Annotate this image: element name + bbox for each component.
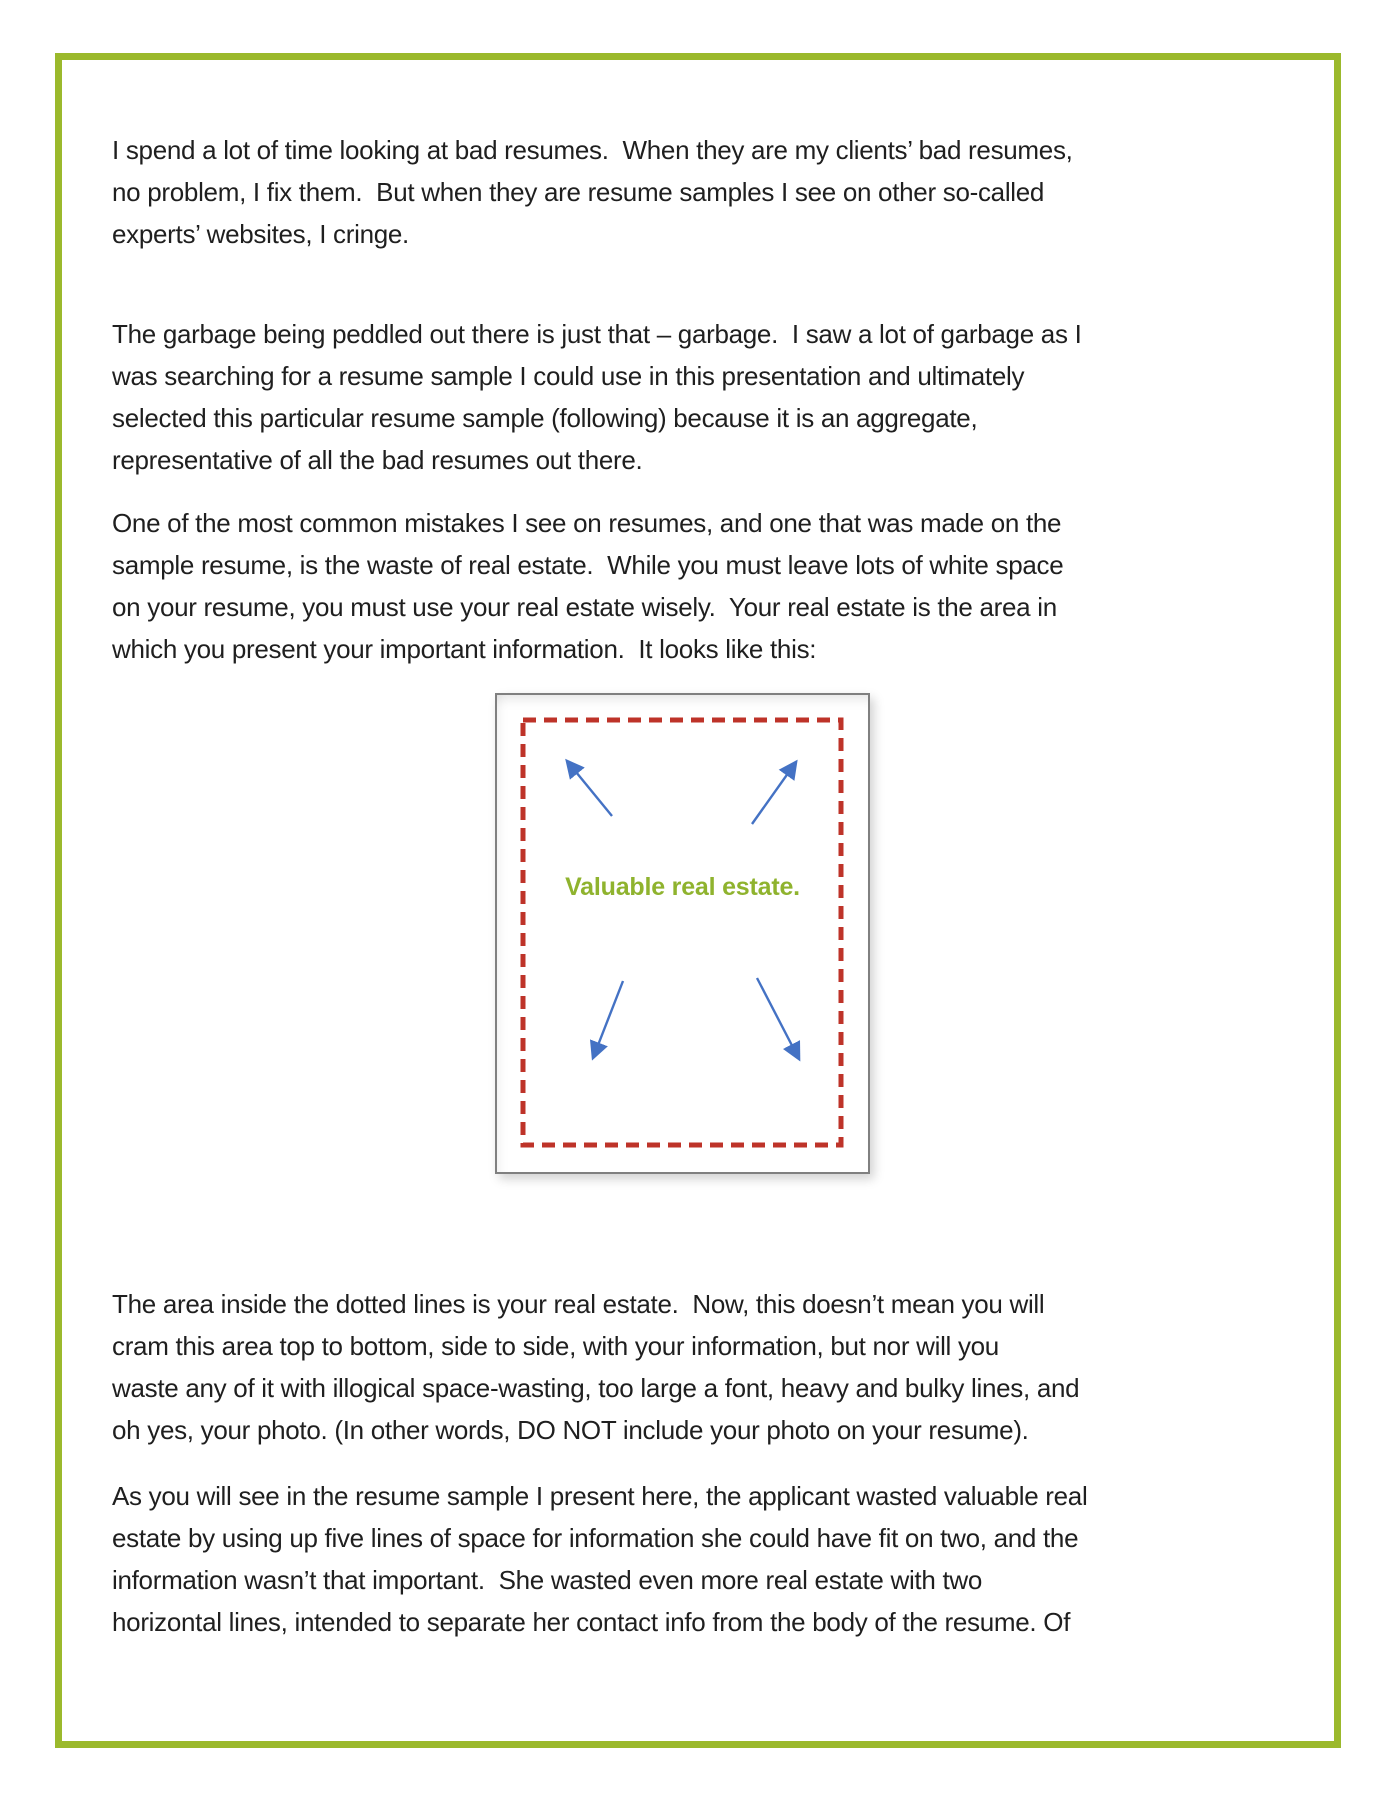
paragraph	[112, 1475, 1294, 1643]
text-line: selected this particular resume sample (following) because it is an aggregate,	[112, 403, 978, 433]
paragraph	[112, 129, 1294, 255]
text-line: on your resume, you must use your real estate wisely. Your real estate is the area in	[112, 592, 1057, 622]
page-frame	[55, 53, 1341, 1748]
text-line: The garbage being peddled out there is just that – garbage. I saw a lot of garbage as I	[112, 319, 1082, 349]
arrow-bottom-right	[757, 978, 799, 1059]
real-estate-diagram	[495, 693, 870, 1174]
arrow-bottom-left	[593, 981, 623, 1058]
text-line: I spend a lot of time looking at bad resumes. When they are my clients’ bad resumes,	[112, 135, 1073, 165]
text-line: As you will see in the resume sample I present here, the applicant wasted valuable real	[112, 1481, 1088, 1511]
arrow-top-right	[752, 762, 796, 824]
text-line: representative of all the bad resumes out there.	[112, 445, 643, 475]
text-line: The area inside the dotted lines is your real estate. Now, this doesn’t mean you will	[112, 1289, 1045, 1319]
text-line: oh yes, your photo. (In other words, DO NOT include your photo on your resume).	[112, 1415, 1029, 1445]
paragraph	[112, 1283, 1294, 1451]
text-line: no problem, I fix them. But when they are resume samples I see on other so-called	[112, 177, 1045, 207]
arrow-top-left	[567, 761, 612, 816]
text-line: sample resume, is the waste of real estate. While you must leave lots of white space	[112, 550, 1064, 580]
text-line: experts’ websites, I cringe.	[112, 219, 409, 249]
text-line: waste any of it with illogical space-wasting, too large a font, heavy and bulky lines, and	[112, 1373, 1080, 1403]
real-estate-boundary-dashed-rect	[523, 720, 841, 1145]
text-line: which you present your important information. It looks like this:	[112, 634, 817, 664]
text-line: information wasn’t that important. She wasted even more real estate with two	[112, 1565, 983, 1595]
text-line: One of the most common mistakes I see on resumes, and one that was made on the	[112, 508, 1062, 538]
text-line: estate by using up five lines of space for information she could have fit on two, and the	[112, 1523, 1079, 1553]
valuable-real-estate-label: Valuable real estate.	[565, 873, 800, 901]
paragraph	[112, 502, 1294, 670]
page-content	[62, 60, 1334, 1741]
paragraph	[112, 313, 1294, 481]
text-line: cram this area top to bottom, side to side, with your information, but nor will you	[112, 1331, 999, 1361]
diagram-canvas	[497, 695, 868, 1172]
text-line: horizontal lines, intended to separate her contact info from the body of the resume. Of	[112, 1607, 1071, 1637]
text-line: was searching for a resume sample I could use in this presentation and ultimately	[112, 361, 1025, 391]
